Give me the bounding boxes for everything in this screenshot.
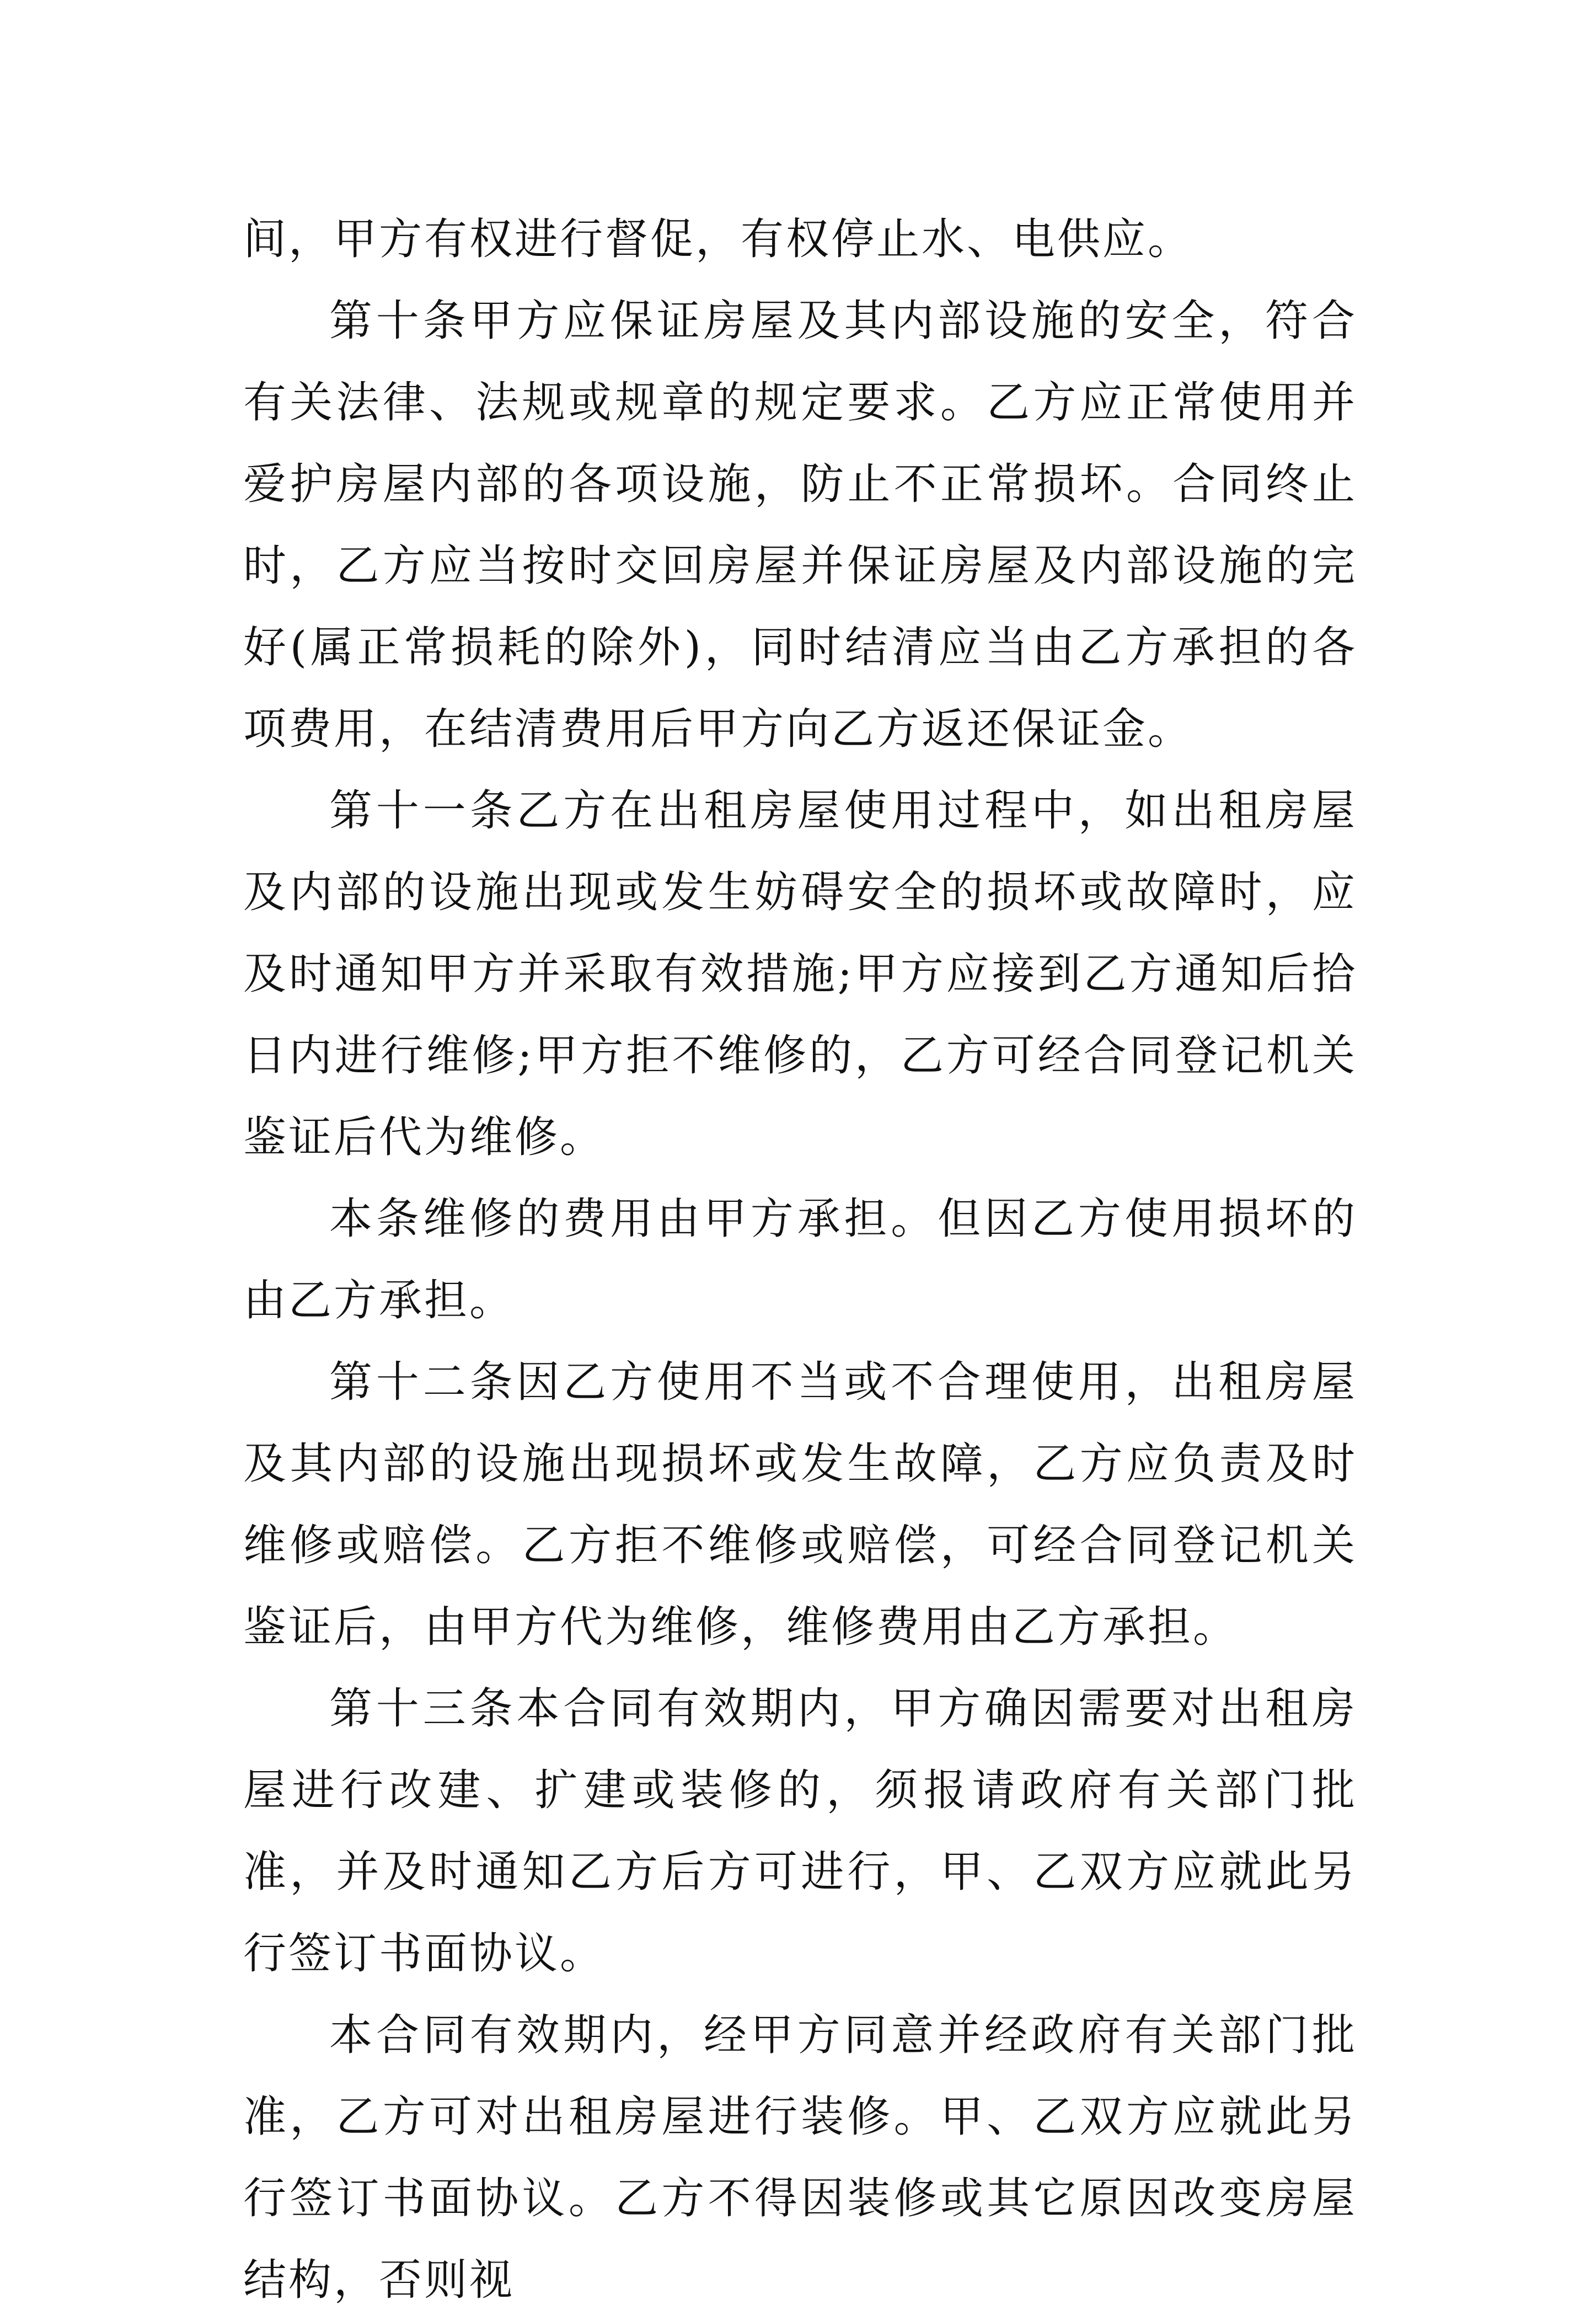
- paragraph-article-11-cost: 本条维修的费用由甲方承担。但因乙方使用损坏的由乙方承担。: [243, 1194, 1357, 1325]
- paragraph-continuation: 间，甲方有权进行督促，有权停止水、电供应。: [243, 215, 1193, 264]
- document-body: [243, 199, 1357, 2321]
- paragraph-article-10: 第十条甲方应保证房屋及其内部设施的安全，符合有关法律、法规或规章的规定要求。乙方应正常使用并爱护房屋内部的各项设施，防止不正常损坏。合同终止时，乙方应当按时交回房屋并保证房屋及内部设施的完好(属正常损耗的除外)，同时结清应当由乙方承担的各项费用，在结清费用后甲方向乙方返还保证金。: [243, 296, 1357, 754]
- paragraph-article-13-renovation: 本合同有效期内，经甲方同意并经政府有关部门批准，乙方可对出租房屋进行装修。甲、乙双方应就此另行签订书面协议。乙方不得因装修或其它原因改变房屋结构，否则视: [243, 2010, 1357, 2305]
- paragraph-article-12: 第十二条因乙方使用不当或不合理使用，出租房屋及其内部的设施出现损坏或发生故障，乙方应负责及时维修或赔偿。乙方拒不维修或赔偿，可经合同登记机关鉴证后，由甲方代为维修，维修费用由乙方承担。: [243, 1357, 1357, 1652]
- paragraph-article-11: 第十一条乙方在出租房屋使用过程中，如出租房屋及内部的设施出现或发生妨碍安全的损坏或故障时，应及时通知甲方并采取有效措施;甲方应接到乙方通知后拾日内进行维修;甲方拒不维修的，乙方可经合同登记机关鉴证后代为维修。: [243, 786, 1357, 1162]
- paragraph-article-13: 第十三条本合同有效期内，甲方确因需要对出租房屋进行改建、扩建或装修的，须报请政府有关部门批准，并及时通知乙方后方可进行，甲、乙双方应就此另行签订书面协议。: [243, 1684, 1357, 1978]
